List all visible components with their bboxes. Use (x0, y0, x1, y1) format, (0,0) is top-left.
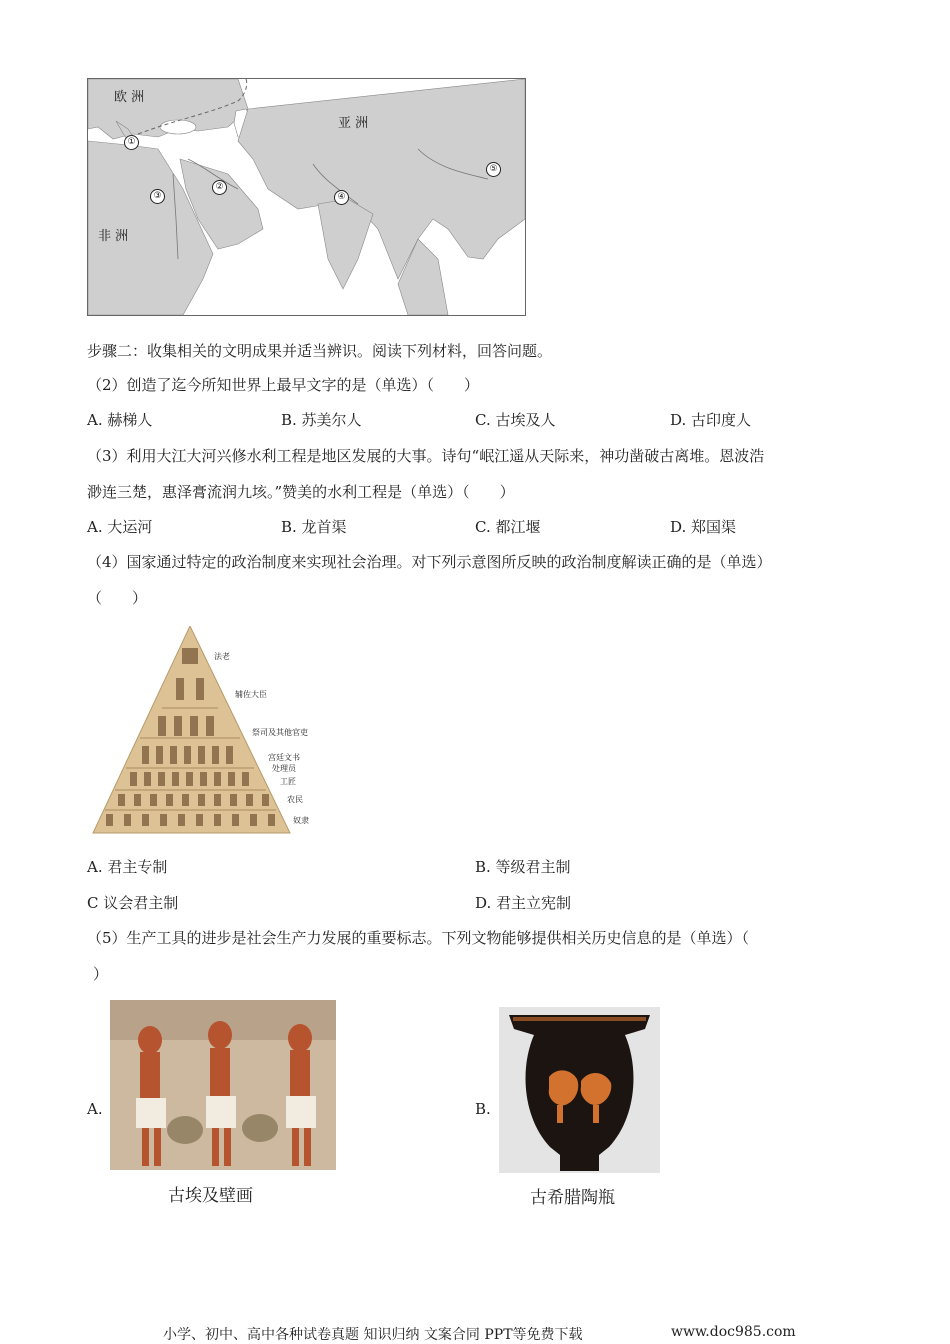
footer-text: 小学、初中、高中各种试卷真题 知识归纳 文案合同 PPT等免费下载 (163, 1327, 583, 1343)
q2-option-d: D. 古印度人 (670, 411, 752, 429)
q3-stem-line1: （3）利用大江大河兴修水利工程是地区发展的大事。诗句“岷江遥从天际来，神功凿破古离堆。恩波浩 (87, 447, 765, 465)
step2-text: 步骤二：收集相关的文明成果并适当辨识。阅读下列材料，回答问题。 (87, 342, 553, 360)
greek-vase-image (499, 1007, 660, 1173)
q4-stem-line2: （ ） (87, 589, 148, 607)
q4-option-b: B. 等级君主制 (475, 858, 571, 876)
pyramid-label-farmers: 农民 (287, 795, 303, 804)
map-marker-5: ⑤ (486, 162, 501, 177)
pyramid-label-slaves: 奴隶 (293, 816, 309, 825)
pyramid-label-priests: 祭司及其他官吏 (252, 728, 308, 737)
map-marker-2: ② (212, 180, 227, 195)
q3-option-d: D. 郑国渠 (670, 518, 737, 536)
q3-option-c: C. 都江堰 (475, 518, 541, 536)
q3-stem-line2: 渺连三楚，惠泽膏流润九垓。”赞美的水利工程是（单选）（ ） (87, 483, 515, 501)
q2-option-b: B. 苏美尔人 (281, 411, 362, 429)
q5-option-b-label: B. (475, 1100, 491, 1118)
q4-stem-line1: （4）国家通过特定的政治制度来实现社会治理。对下列示意图所反映的政治制度解读正确的是（单选） (87, 553, 772, 571)
q5-option-a-label: A. (87, 1100, 103, 1118)
map-marker-3: ③ (150, 189, 165, 204)
pyramid-label-ministers: 辅佐大臣 (235, 690, 267, 699)
pyramid-label-scribes-2: 处理员 (272, 764, 296, 773)
pyramid-label-pharaoh: 法老 (214, 652, 230, 661)
map-marker-1: ① (124, 135, 139, 150)
q5-option-a-caption: 古埃及壁画 (168, 1186, 253, 1206)
greek-vase-svg (499, 1007, 660, 1173)
egyptian-mural-svg (110, 1000, 336, 1170)
q4-option-d: D. 君主立宪制 (475, 894, 572, 912)
q5-stem-line2: ） (93, 965, 109, 983)
egyptian-mural-image (110, 1000, 336, 1170)
pyramid-label-scribes: 宫廷文书 (268, 753, 300, 762)
footer-link[interactable]: www.doc985.com (671, 1324, 796, 1340)
q4-option-c: C 议会君主制 (87, 894, 179, 912)
map-label-asia: 亚 洲 (338, 116, 369, 131)
q4-option-a: A. 君主专制 (87, 858, 168, 876)
q2-option-a: A. 赫梯人 (87, 411, 153, 429)
pyramid-label-artisans: 工匠 (280, 777, 296, 786)
map-label-africa: 非 洲 (98, 229, 129, 244)
q5-stem-line1: （5）生产工具的进步是社会生产力发展的重要标志。下列文物能够提供相关历史信息的是（单选）（ (87, 929, 750, 947)
q3-option-b: B. 龙首渠 (281, 518, 347, 536)
q2-option-c: C. 古埃及人 (475, 411, 556, 429)
q3-option-a: A. 大运河 (87, 518, 153, 536)
q5-option-b-caption: 古希腊陶瓶 (530, 1188, 615, 1208)
map-label-europe: 欧 洲 (114, 90, 145, 105)
map-marker-4: ④ (334, 190, 349, 205)
q2-stem: （2）创造了迄今所知世界上最早文字的是（单选）（ ） (87, 376, 480, 394)
